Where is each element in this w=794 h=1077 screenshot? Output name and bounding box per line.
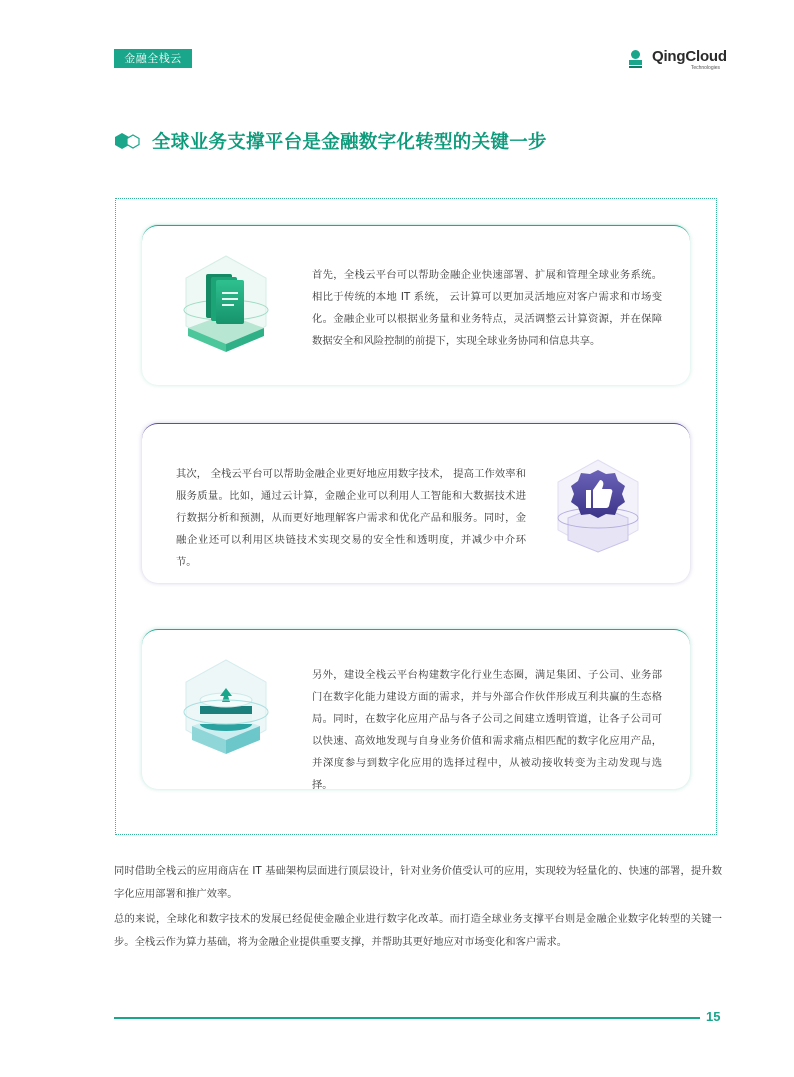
thumbs-up-icon xyxy=(550,456,646,560)
body-paragraph: 同时借助全栈云的应用商店在 IT 基础架构层面进行顶层设计，针对业务价值受认可的应用，实现较为轻量化的、快速的部署，提升数字化应用部署和推广效率。 xyxy=(114,865,722,900)
info-card-global-deployment xyxy=(142,225,690,385)
qingcloud-logo-icon xyxy=(628,48,650,70)
section-tag: 金融全栈云 xyxy=(114,49,192,68)
logo-name: QingCloud xyxy=(652,48,727,65)
card-text: 首先，全栈云平台可以帮助金融企业快速部署、扩展和管理全球业务系统。相比于传统的本地 IT 系统， 云计算可以更加灵活地应对客户需求和市场变化。金融企业可以根据业务量和业务特点，灵活调整云计算资源，并在保障数据安全和风险控制的前提下，实现全球业务协同和信息共享。 xyxy=(312,269,662,347)
body-paragraph: 总的来说，全球化和数字技术的发展已经促使金融企业进行数字化改革。而打造全球业务支撑平台则是金融企业数字化转型的关键一步。全栈云作为算力基础，将为金融企业提供重要支撑，并帮助其更好地应对市场变化和客户需求。 xyxy=(114,913,722,948)
brand-logo xyxy=(628,48,727,74)
logo-subtitle: Technologies xyxy=(690,65,720,71)
page-title: 全球业务支撑平台是金融数字化转型的关键一步 xyxy=(152,132,547,153)
hexagon-bullet-icon xyxy=(114,132,142,150)
section-heading xyxy=(114,128,714,154)
page-number: 15 xyxy=(706,1009,721,1024)
info-card-ecosystem xyxy=(142,629,690,789)
info-card-digital-technology xyxy=(142,423,690,583)
footer-divider xyxy=(114,1017,700,1019)
documents-icon xyxy=(178,252,274,356)
card-text: 其次， 全栈云平台可以帮助金融企业更好地应用数字技术， 提高工作效率和服务质量。比如，通过云计算，金融企业可以利用人工智能和大数据技术进行数据分析和预测，从而更好地理解客户需求和优化产品和服务。同时，金融企业还可以利用区块链技术实现交易的安全性和透明度，并减少中介环节。 xyxy=(176,468,526,568)
database-icon xyxy=(178,656,274,760)
card-text: 另外，建设全栈云平台构建数字化行业生态圈，满足集团、子公司、业务部门在数字化能力建设方面的需求，并与外部合作伙伴形成互利共赢的生态格局。同时，在数字化应用产品与各子公司之间建立透明管道，让各子公司可以快速、高效地发现与自身业务价值和需求痛点相匹配的数字化应用产品，并深度参与到数字化应用的选择过程中，从被动接收转变为主动发现与选择。 xyxy=(312,669,662,791)
